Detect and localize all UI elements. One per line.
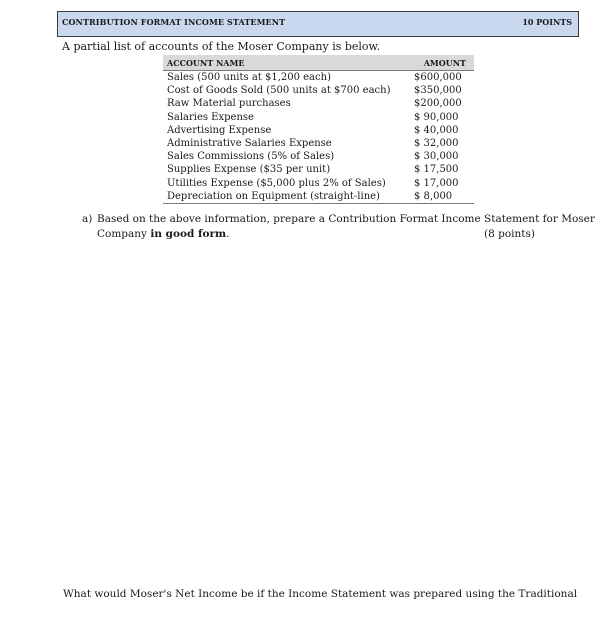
- account-amount: $350,000: [414, 85, 462, 97]
- account-name: Utilities Expense ($5,000 plus 2% of Sales): [167, 177, 386, 189]
- table-row: [163, 163, 474, 176]
- account-name: Sales (500 units at $1,200 each): [167, 72, 331, 83]
- account-name: Administrative Salaries Expense: [167, 138, 332, 150]
- question-line-2-start: Company: [97, 228, 151, 240]
- account-name: Salaries Expense: [167, 111, 254, 123]
- section-header: [57, 11, 579, 37]
- footer-question: What would Moser's Net Income be if the Income Statement was prepared using the Traditional: [63, 588, 578, 600]
- account-name: Cost of Goods Sold (500 units at $700 each): [167, 85, 391, 97]
- section-title: CONTRIBUTION FORMAT INCOME STATEMENT: [62, 17, 286, 27]
- table-row: [163, 97, 474, 110]
- table-row: [163, 150, 474, 163]
- account-amount: $ 90,000: [414, 111, 459, 123]
- account-amount: $ 30,000: [414, 151, 459, 163]
- account-name: Advertising Expense: [167, 124, 272, 136]
- table-header-row: [163, 55, 474, 71]
- table-row: [163, 71, 474, 85]
- account-amount: $200,000: [414, 98, 462, 110]
- account-amount: $ 32,000: [414, 138, 459, 150]
- account-amount: $600,000: [414, 72, 462, 83]
- question-marker: a): [82, 213, 93, 225]
- column-header-account-name: ACCOUNT NAME: [163, 55, 414, 71]
- question-line-2-end: .: [226, 228, 230, 240]
- table-row: [163, 137, 474, 150]
- account-amount: $ 40,000: [414, 124, 459, 136]
- accounts-table: [163, 55, 474, 204]
- table-row: [163, 84, 474, 97]
- table-row: [163, 190, 474, 204]
- account-name: Supplies Expense ($35 per unit): [167, 164, 331, 176]
- account-name: Sales Commissions (5% of Sales): [167, 151, 335, 163]
- intro-text: A partial list of accounts of the Moser Company is below.: [62, 40, 381, 53]
- question-emphasis: in good form: [150, 228, 227, 240]
- table-row: [163, 124, 474, 137]
- account-amount: $ 8,000: [414, 190, 474, 204]
- table-row: [163, 111, 474, 124]
- question-text: [97, 212, 595, 242]
- account-name: Depreciation on Equipment (straight-line): [163, 190, 414, 204]
- section-points: 10 POINTS: [522, 17, 572, 27]
- question-points: (8 points): [484, 228, 535, 240]
- account-amount: $ 17,000: [414, 177, 459, 189]
- column-header-amount: AMOUNT: [414, 55, 474, 71]
- question-line-2: [97, 227, 542, 242]
- question-line-1: Based on the above information, prepare a Contribution Format Income Statement for Moser: [97, 213, 595, 225]
- table-row: [163, 177, 474, 190]
- account-amount: $ 17,500: [414, 164, 459, 176]
- account-name: Raw Material purchases: [167, 98, 291, 110]
